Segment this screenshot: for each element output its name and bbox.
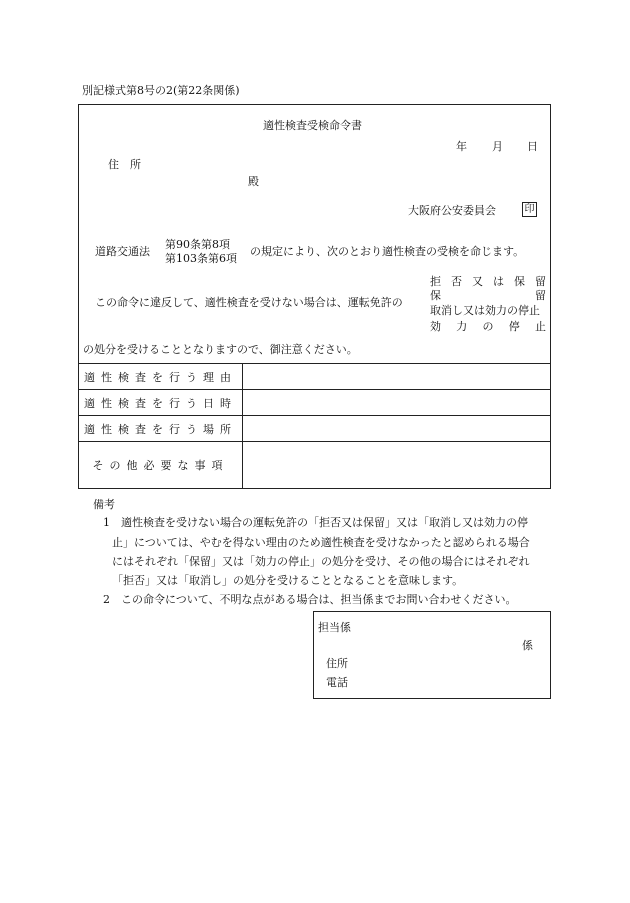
- remark-1-line-3: にはそれぞれ「保留」又は「効力の停止」の処分を受け、その他の場合にはそれぞれ: [112, 555, 530, 568]
- law-name: 道路交通法: [95, 245, 150, 258]
- date-day-label: 日: [527, 140, 538, 153]
- contact-phone-label: 電話: [326, 676, 348, 689]
- date-year-label: 年: [456, 140, 467, 153]
- row-label-datetime: 適性検査を行う日時: [79, 390, 243, 416]
- seal-stamp: 印: [522, 202, 537, 217]
- violation-text: この命令に違反して、適性検査を受けない場合は、運転免許の: [95, 296, 403, 309]
- form-number: 別記様式第8号の2(第22条関係): [82, 84, 240, 97]
- remark-1-line-2: 止」については、やむを得ない理由のため適性検査を受けなかったと認められる場合: [112, 536, 530, 549]
- row-value-other[interactable]: [243, 442, 551, 489]
- issuer-name: 大阪府公安委員会: [408, 204, 496, 217]
- option-hold: 保 留: [430, 289, 546, 302]
- row-value-datetime[interactable]: [243, 390, 551, 416]
- table-row: [79, 442, 551, 489]
- article-2: 第103条第6項: [165, 252, 237, 265]
- contact-title: 担当係: [318, 621, 351, 634]
- table-row: [79, 364, 551, 390]
- article-1: 第90条第8項: [165, 238, 230, 251]
- date-month-label: 月: [492, 140, 503, 153]
- remark-2: 2 この命令について、不明な点がある場合は、担当係までお問い合わせください。: [103, 593, 517, 606]
- row-label-place: 適性検査を行う場所: [79, 416, 243, 442]
- remarks-title: 備考: [93, 498, 115, 511]
- option-suspension: 効 力 の 停 止: [430, 320, 546, 333]
- address-label: 住 所: [108, 158, 141, 171]
- remark-1-line-4: 「拒否」又は「取消し」の処分を受けることとなることを意味します。: [112, 574, 464, 587]
- row-label-other: その他必要な事項: [79, 442, 243, 489]
- remark-1-line-1: 1 適性検査を受けない場合の運転免許の「拒否又は保留」又は「取消し又は効力の停: [103, 516, 528, 529]
- contact-address-label: 住所: [326, 657, 348, 670]
- table-row: [79, 416, 551, 442]
- order-text: の規定により、次のとおり適性検査の受検を命じます。: [250, 245, 525, 258]
- caution-text: の処分を受けることとなりますので、御注意ください。: [83, 343, 358, 356]
- option-refusal-hold: 拒 否 又 は 保 留: [430, 275, 546, 288]
- table-row: [79, 390, 551, 416]
- row-label-reason: 適性検査を行う理由: [79, 364, 243, 390]
- document-title: 適性検査受検命令書: [263, 119, 362, 132]
- details-table: [78, 363, 551, 489]
- option-revoke-suspend: 取消し又は効力の停止: [430, 304, 540, 317]
- honorific-dono: 殿: [248, 175, 259, 188]
- row-value-reason[interactable]: [243, 364, 551, 390]
- row-value-place[interactable]: [243, 416, 551, 442]
- contact-section-suffix: 係: [522, 639, 533, 652]
